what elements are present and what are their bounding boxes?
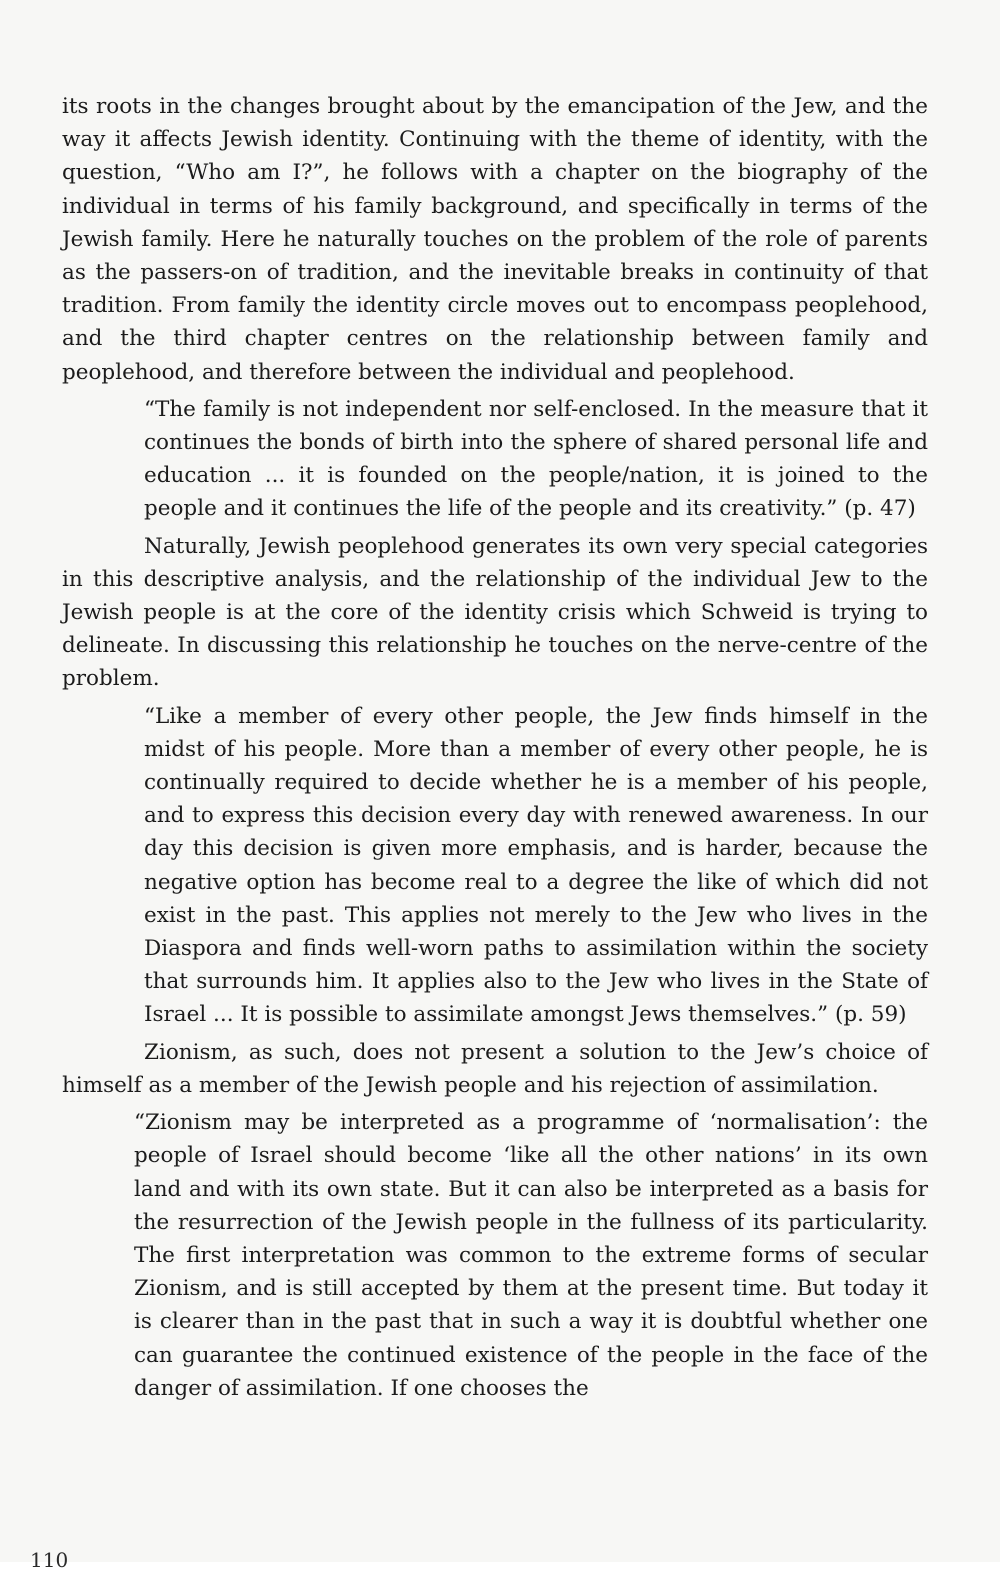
paragraph-identity-intro: its roots in the changes brought about by the emancipation of the Jew, and the way it affects Jewish identity. Continuing with the theme of identity, with the question, “Who am I?”, he follows with a chapter on the biography of the individual in terms of his family background, and specifically in terms of the Jewish family. Here he naturally touches on the problem of the role of parents as the passers-on of tradition, and the inevitable breaks in continuity of that tradition. From family the identity circle moves out to encompass peoplehood, and the third chapter centres on the relationship between family and peoplehood, and therefore between the individual and peoplehood. [62,94,928,385]
quote-member-of-people-p59: “Like a member of every other people, the Jew finds himself in the midst of his people. More than a member of every other people, he is continually required to decide whether he is a member of his people, and to express this decision every day with renewed awareness. In our day this decision is given more emphasis, and is harder, because the negative option has become real to a degree the like of which did not exist in the past. This applies not merely to the Jew who lives in the Diaspora and finds well-worn paths to assimilation within the society that surrounds him. It applies also to the Jew who lives in the State of Israel ... It is possible to assimilate amongst Jews themselves.” (p. 59) [144,703,928,1028]
quote-normalisation: “Zionism may be interpreted as a programme of ‘normalisation’: the people of Israel should become ‘like all the other nations’ in its own land and with its own state. But it can also be interpreted as a basis for the resurrection of the Jewish people in the fullness of its particularity. The first interpretation was common to the extreme forms of secular Zionism, and is still accepted by them at the present time. But today it is clearer than in the past that in such a way it is doubtful whether one can guarantee the continued existence of the people in the face of the danger of assimilation. If one chooses the [134,1110,928,1401]
page-body-text [62,90,928,1405]
paragraph-jewish-peoplehood: Naturally, Jewish peoplehood generates its own very special categories in this descriptive analysis, and the relationship of the individual Jew to the Jewish people is at the core of the identity crisis which Schweid is trying to delineate. In discussing this relationship he touches on the nerve-centre of the problem. [62,533,928,692]
quote-family-p47: “The family is not independent nor self-enclosed. In the measure that it continues the bonds of birth into the sphere of shared personal life and education ... it is founded on the people/nation, it is joined to the people and it continues the life of the people and its creativity.” (p. 47) [144,396,928,522]
paragraph-zionism: Zionism, as such, does not present a solution to the Jew’s choice of himself as a member of the Jewish people and his rejection of assimilation. [62,1039,928,1098]
page-number: 110 [30,1548,69,1572]
